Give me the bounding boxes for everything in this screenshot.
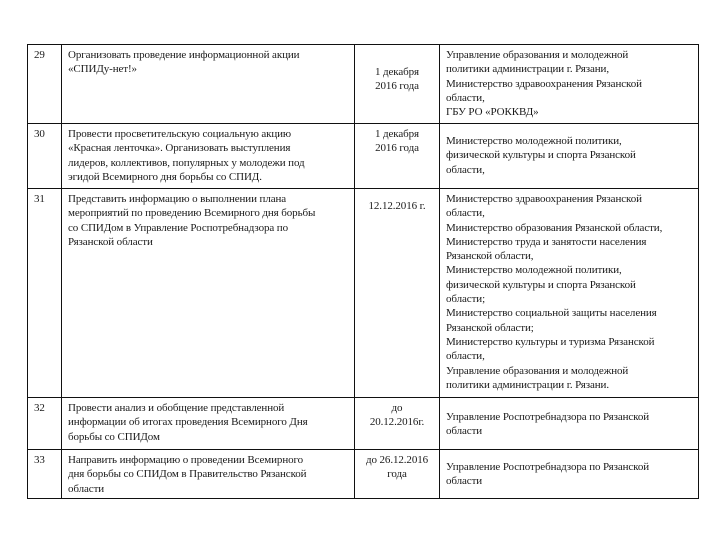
- responsible-line: области;: [446, 293, 486, 306]
- responsible-line: области,: [446, 163, 485, 176]
- responsible-cell: [440, 45, 699, 124]
- task-line: Рязанской области: [68, 235, 153, 248]
- row-number-text: 31: [34, 193, 45, 205]
- task-cell: [62, 450, 355, 499]
- responsible-line: Управление Роспотребнадзора по Рязанской: [446, 410, 650, 423]
- table-row: [28, 398, 699, 450]
- task-line: Провести анализ и обобщение представленной: [68, 402, 285, 414]
- responsible-line: физической культуры и спорта Рязанской: [446, 278, 636, 291]
- responsible-line: области,: [446, 91, 485, 104]
- row-number: [28, 398, 62, 450]
- deadline-cell: [355, 189, 440, 398]
- deadline-line: 20.12.2016г.: [369, 416, 425, 429]
- task-line: эгидой Всемирного дня борьбы со СПИД.: [68, 170, 262, 183]
- deadline-line: 2016 года: [375, 80, 419, 93]
- task-line: дня борьбы со СПИДом в Правительство Рязанской: [68, 468, 307, 481]
- responsible-line: Министерство молодежной политики,: [446, 135, 622, 147]
- deadline-cell: [355, 450, 440, 499]
- responsible-cell: [440, 124, 699, 189]
- deadline-line: до: [391, 402, 403, 414]
- row-number-text: 33: [34, 454, 45, 466]
- task-cell: [62, 45, 355, 124]
- responsible-line: Рязанской области;: [446, 321, 534, 334]
- task-line: Представить информацию о выполнении плана: [68, 193, 287, 205]
- deadline-line: 2016 года: [375, 142, 419, 155]
- responsible-cell: [440, 398, 699, 450]
- row-number: [28, 189, 62, 398]
- row-number: [28, 124, 62, 189]
- task-cell: [62, 124, 355, 189]
- deadline-line: 1 декабря: [374, 128, 420, 140]
- responsible-cell: [440, 450, 699, 499]
- task-line: Организовать проведение информационной акции: [68, 49, 300, 61]
- table-row: [28, 189, 699, 398]
- responsible-cell: [440, 189, 699, 398]
- responsible-line: Министерство труда и занятости населения: [446, 235, 647, 248]
- deadline-line: года: [387, 468, 407, 481]
- task-cell: [62, 398, 355, 450]
- responsible-line: Министерство образования Рязанской области,: [446, 221, 663, 234]
- row-number-text: 32: [34, 402, 45, 414]
- task-line: мероприятий по проведению Всемирного дня борьбы: [68, 207, 316, 220]
- task-line: Провести просветительскую социальную акцию: [68, 128, 292, 140]
- deadline-line: до 26.12.2016: [365, 454, 429, 466]
- action-plan-table: [27, 44, 699, 499]
- task-line: «СПИДу-нет!»: [68, 63, 137, 76]
- responsible-line: Управление Роспотребнадзора по Рязанской: [446, 461, 650, 474]
- row-number-text: 29: [34, 49, 45, 61]
- task-line: лидеров, коллективов, популярных у молодежи под: [68, 156, 305, 169]
- task-line: со СПИДом в Управление Роспотребнадзора по: [68, 221, 288, 234]
- task-line: борьбы со СПИДом: [68, 430, 160, 443]
- responsible-line: Министерство культуры и туризма Рязанской: [446, 335, 655, 348]
- responsible-line: политики администрации г. Рязани.: [446, 378, 609, 391]
- responsible-line: физической культуры и спорта Рязанской: [446, 149, 636, 162]
- responsible-line: области: [446, 425, 483, 437]
- row-number-text: 30: [34, 128, 45, 140]
- task-line: области: [68, 482, 105, 495]
- responsible-line: Министерство здравоохранения Рязанской: [446, 77, 642, 90]
- task-line: Направить информацию о проведении Всемирного: [68, 454, 304, 466]
- row-number: [28, 450, 62, 499]
- responsible-line: Министерство молодежной политики,: [446, 264, 622, 277]
- responsible-line: Рязанской области,: [446, 250, 534, 263]
- responsible-line: Управление образования и молодежной: [446, 364, 629, 377]
- responsible-line: Управление образования и молодежной: [446, 49, 629, 61]
- responsible-line: области: [446, 475, 483, 488]
- responsible-line: политики администрации г. Рязани,: [446, 63, 609, 76]
- responsible-line: Министерство здравоохранения Рязанской: [446, 193, 642, 205]
- table-row: [28, 450, 699, 499]
- task-cell: [62, 189, 355, 398]
- deadline-cell: [355, 124, 440, 189]
- responsible-line: области,: [446, 207, 485, 220]
- deadline-line: 1 декабря: [374, 66, 420, 78]
- responsible-line: Министерство социальной защиты населения: [446, 307, 657, 320]
- table-row: [28, 45, 699, 124]
- deadline-cell: [355, 398, 440, 450]
- deadline-cell: [355, 45, 440, 124]
- task-line: информации об итогах проведения Всемирного Дня: [68, 416, 308, 429]
- deadline-line: 12.12.2016 г.: [368, 200, 426, 212]
- responsible-line: области,: [446, 350, 485, 363]
- table-row: [28, 124, 699, 189]
- responsible-line: ГБУ РО «РОККВД»: [446, 106, 539, 119]
- task-line: «Красная ленточка». Организовать выступления: [68, 142, 291, 155]
- row-number: [28, 45, 62, 124]
